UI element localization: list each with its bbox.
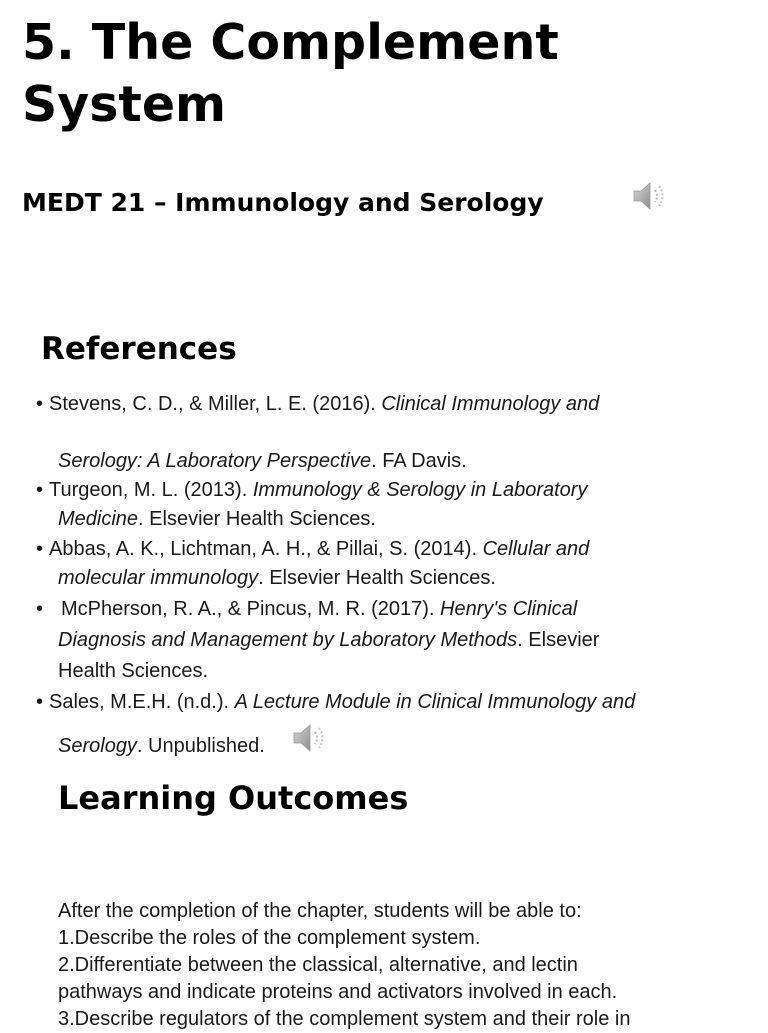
reference-publisher: . Elsevier Health Sciences. bbox=[138, 508, 376, 530]
reference-publisher: . Elsevier bbox=[517, 629, 600, 651]
speaker-icon[interactable] bbox=[290, 718, 330, 758]
learning-outcomes-heading: Learning Outcomes bbox=[58, 779, 409, 817]
slide-title: 5. The Complement System bbox=[22, 14, 559, 133]
reference-publisher: . FA Davis. bbox=[371, 450, 467, 472]
reference-title: A Lecture Module in Clinical Immunology and bbox=[234, 691, 636, 713]
reference-title: Henry's Clinical bbox=[440, 598, 578, 620]
reference-title: Cellular and bbox=[482, 538, 590, 560]
reference-title: Serology bbox=[58, 735, 137, 757]
reference-authors: McPherson, R. A., & Pincus, M. R. (2017). bbox=[61, 598, 441, 620]
bullet: • bbox=[36, 393, 44, 415]
course-subtitle: MEDT 21 – Immunology and Serology bbox=[22, 188, 544, 217]
reference-item bbox=[36, 594, 733, 687]
outcome-line: 1.Describe the roles of the complement system. bbox=[58, 927, 481, 949]
speaker-icon[interactable] bbox=[630, 176, 670, 216]
reference-authors: Turgeon, M. L. (2013). bbox=[49, 479, 253, 501]
reference-item bbox=[36, 476, 733, 534]
reference-title: molecular immunology bbox=[58, 567, 259, 589]
bullet: • bbox=[36, 691, 44, 713]
reference-item bbox=[36, 535, 733, 593]
reference-publisher: . Elsevier Health Sciences. bbox=[258, 567, 496, 589]
reference-title: Serology: A Laboratory Perspective bbox=[58, 450, 372, 472]
reference-title: Clinical Immunology and bbox=[381, 393, 600, 415]
reference-title: Immunology & Serology in Laboratory bbox=[252, 479, 588, 501]
outcome-line: 2.Differentiate between the classical, alternative, and lectin bbox=[58, 954, 578, 976]
reference-authors: Stevens, C. D., & Miller, L. E. (2016). bbox=[49, 393, 382, 415]
reference-title: Diagnosis and Management by Laboratory Methods bbox=[58, 629, 518, 651]
reference-publisher: Health Sciences. bbox=[58, 660, 209, 682]
reference-item bbox=[36, 688, 733, 761]
reference-title: Medicine bbox=[58, 508, 139, 530]
bullet: • bbox=[36, 598, 44, 620]
outcome-line: 3.Describe regulators of the complement system and their role in bbox=[58, 1008, 631, 1030]
reference-authors: Sales, M.E.H. (n.d.). bbox=[49, 691, 235, 713]
reference-item bbox=[36, 390, 733, 476]
learning-outcomes-list bbox=[58, 898, 748, 1033]
bullet: • bbox=[36, 479, 44, 501]
outcomes-intro: After the completion of the chapter, students will be able to: bbox=[58, 900, 582, 922]
reference-authors: Abbas, A. K., Lichtman, A. H., & Pillai, S. (2014). bbox=[49, 538, 483, 560]
reference-publisher: . Unpublished. bbox=[136, 735, 265, 757]
bullet: • bbox=[36, 538, 44, 560]
references-heading: References bbox=[41, 331, 237, 367]
outcome-line: pathways and indicate proteins and activators involved in each. bbox=[58, 981, 618, 1003]
